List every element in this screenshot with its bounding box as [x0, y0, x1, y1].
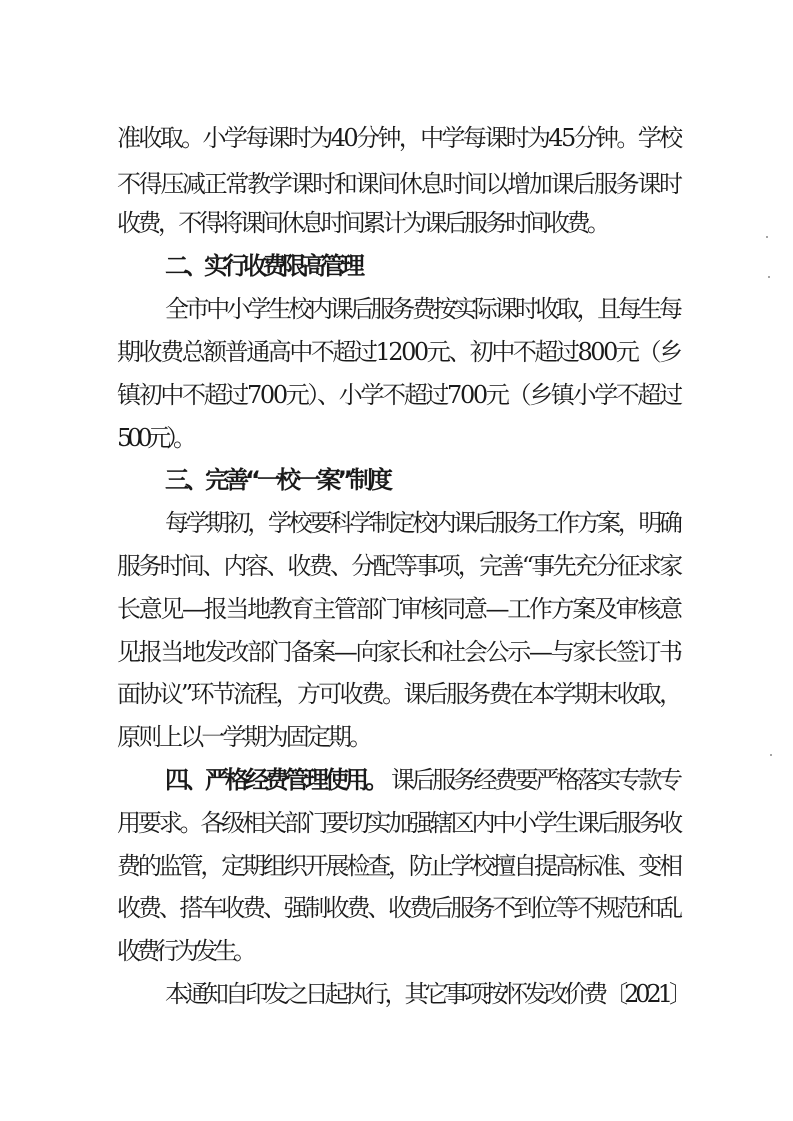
section-heading: 三、完善“一校一案”制度: [165, 466, 390, 494]
scan-speck: [768, 276, 770, 278]
paragraph-line: 500元）。: [117, 424, 192, 452]
paragraph-line: 收费，不得将课间休息时间累计为课后服务时间收费。: [117, 209, 608, 237]
paragraph-line: 面协议”环节流程，方可收费。课后服务费在本学期末收取，: [117, 680, 681, 708]
paragraph-line: 原则上以一学期为固定期。: [117, 723, 371, 751]
paragraph-line: 全市中小学生校内课后服务费按实际课时收取，且每生每: [165, 295, 680, 323]
paragraph-line: 服务时间、内容、收费、分配等事项，完善“事先充分征求家: [117, 552, 681, 580]
paragraph-line: 期收费总额普通高中不超过1200元、初中不超过800元（乡: [117, 338, 681, 366]
section-heading: 二、实行收费限高管理: [165, 252, 361, 280]
scan-speck: [766, 236, 768, 238]
scan-speck: [770, 754, 772, 756]
paragraph-line: 见报当地发改部门备案—向家长和社会公示—与家长签订书: [117, 638, 681, 666]
paragraph-line: 不得压减正常教学课时和课间休息时间以增加课后服务课时: [117, 170, 681, 198]
paragraph-line: 四、严格经费管理使用。 课后服务经费要严格落实专款专: [165, 766, 680, 794]
paragraph-line: 收费、搭车收费、强制收费、收费后服务不到位等不规范和乱: [117, 894, 680, 922]
paragraph-line: 每学期初，学校要科学制定校内课后服务工作方案，明确: [165, 509, 680, 537]
section-heading-inline: 四、严格经费管理使用。: [165, 766, 385, 794]
paragraph-line: 收费行为发生。: [117, 937, 253, 965]
paragraph-line: 费的监管，定期组织开展检查，防止学校擅自提高标准、变相: [117, 852, 680, 880]
paragraph-line: 长意见—报当地教育主管部门审核同意—工作方案及审核意: [117, 595, 681, 623]
paragraph-line: 准收取。小学每课时为40分钟，中学每课时为45分钟。学校: [117, 124, 681, 152]
paragraph-line: 镇初中不超过700元）、小学不超过700元（乡镇小学不超过: [117, 381, 681, 409]
paragraph-line: 本通知自印发之日起执行，其它事项按怀发改价费〔2021〕: [165, 980, 689, 1008]
paragraph-line: 用要求。各级相关部门要切实加强辖区内中小学生课后服务收: [117, 809, 680, 837]
